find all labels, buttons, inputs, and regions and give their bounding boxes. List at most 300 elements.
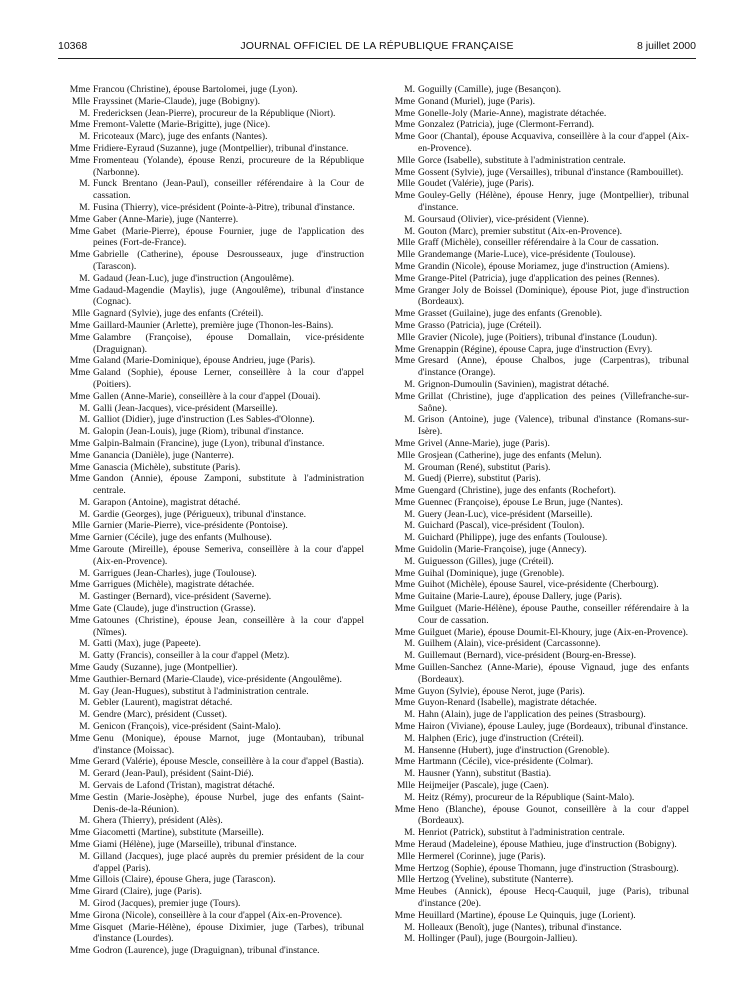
entry-text: Genu (Monique), épouse Marnot, juge (Montauban), tribunal d'instance (Moissac). [93,732,364,756]
list-item [383,603,689,627]
entry-text: Gardie (Georges), juge (Périgueux), tribunal d'instance. [93,508,307,520]
honorific: Mme [69,355,90,367]
entry-text: Goor (Chantal), épouse Acquaviva, conseillère à la cour d'appel (Aix-en-Provence). [418,131,689,154]
list-item [383,627,689,639]
honorific: Mme [394,272,415,284]
list-item [58,780,364,792]
list-item [383,285,689,309]
list-item [383,273,689,285]
entry-text: Gay (Jean-Hugues), substitut à l'administration centrale. [93,685,309,697]
list-item [383,261,689,273]
entry-text: Guennec (Françoise), épouse Le Brun, juge (Nantes). [418,496,623,508]
list-item [383,414,689,438]
list-item [58,178,364,202]
entry-text: Gadaud (Jean-Luc), juge d'instruction (Angoulême). [93,272,295,284]
honorific: M. [404,921,415,933]
entry-text: Guihal (Dominique), juge (Grenoble). [418,567,565,579]
entry-text: Fridiere-Eyraud (Suzanne), juge (Montpellier), tribunal d'instance. [93,142,349,154]
entry-text: Grange-Pitel (Patricia), juge d'application des peines (Rennes). [418,272,660,284]
honorific: M. [79,721,90,733]
honorific: Mme [394,166,415,178]
entry-text: Gerard (Valérie), épouse Mescle, conseillère à la cour d'appel (Bastia). [93,756,364,768]
list-item [58,391,364,403]
honorific: Mlle [71,308,90,320]
honorific: M. [404,508,415,520]
honorific: M. [404,638,415,650]
list-item [383,556,689,568]
entry-text: Guillemaut (Bernard), vice-président (Bourg-en-Bresse). [418,650,637,662]
list-item [58,733,364,757]
honorific: Mme [394,839,415,850]
honorific: M. [79,426,90,438]
entry-text: Grivel (Anne-Marie), juge (Paris). [418,437,550,449]
entry-text: Gillois (Claire), épouse Ghera, juge (Tarascon). [93,874,276,886]
list-item [58,143,364,155]
list-item [58,638,364,650]
entry-text: Goguilly (Camille), juge (Besançon). [418,84,562,95]
list-item [58,544,364,568]
honorific: Mme [394,685,415,697]
list-item [383,780,689,792]
list-item [383,839,689,851]
list-item [58,768,364,780]
honorific: Mme [69,331,90,343]
entry-text: Henriot (Patrick), substitut à l'administration centrale. [418,827,625,839]
entry-text: Heraud (Madeleine), épouse Mathieu, juge d'instruction (Bobigny). [418,839,677,850]
list-item [383,178,689,190]
entry-text: Fremont-Valette (Marie-Brigitte), juge (Nice). [93,119,271,131]
list-item [383,214,689,226]
list-item [383,874,689,886]
list-item [58,839,364,851]
entry-text: Guihot (Michèle), épouse Saurel, vice-présidente (Cherbourg). [418,579,659,591]
entry-text: Gaudy (Suzanne), juge (Montpellier). [93,662,238,674]
honorific: Mme [394,662,415,674]
entry-text: Giacometti (Martine), substitute (Marseille). [93,827,264,839]
list-item [383,697,689,709]
honorific: Mlle [396,331,415,343]
list-item [58,662,364,674]
entry-text: Galand (Sophie), épouse Lerner, conseillère à la cour d'appel (Poitiers). [93,367,364,390]
list-item [58,591,364,603]
entry-text: Guyon-Renard (Isabelle), magistrate détachée. [418,697,597,709]
left-column [58,84,364,957]
list-item [383,119,689,131]
honorific: M. [79,897,90,909]
entry-text: Giami (Hélène), juge (Marseille), tribunal d'instance. [93,839,297,850]
honorific: Mlle [396,178,415,190]
entry-text: Gorce (Isabelle), substitute à l'administration centrale. [418,154,626,166]
honorific: Mme [394,119,415,131]
list-item [58,874,364,886]
honorific: M. [404,520,415,532]
honorific: Mme [69,213,90,225]
list-item [383,745,689,757]
entry-text: Gauthier-Bernard (Marie-Claude), vice-présidente (Angoulême). [93,673,342,685]
entry-text: Guillen-Sanchez (Anne-Marie), épouse Vignaud, juge des enfants (Bordeaux). [418,662,689,685]
list-item [383,379,689,391]
honorific: Mme [69,791,90,803]
entry-text: Galliot (Didier), juge d'instruction (Les Sables-d'Olonne). [93,414,315,426]
entry-text: Grasset (Guilaine), juge des enfants (Grenoble). [418,308,603,320]
honorific: M. [404,709,415,721]
honorific: Mme [394,284,415,296]
entry-text: Gravier (Nicole), juge (Poitiers), tribunal d'instance (Loudun). [418,331,658,343]
entry-text: Gendre (Marc), président (Cusset). [93,709,227,721]
list-item [58,827,364,839]
entry-text: Gastinger (Bernard), vice-président (Saverne). [93,591,272,603]
list-item [383,851,689,863]
list-item [58,650,364,662]
honorific: Mme [394,390,415,402]
list-item [383,756,689,768]
honorific: Mme [394,437,415,449]
honorific: M. [404,225,415,237]
list-item [58,285,364,309]
honorific: M. [404,555,415,567]
entry-text: Grandin (Nicole), épouse Moriamez, juge d'instruction (Amiens). [418,260,670,272]
entry-text: Garrigues (Michèle), magistrate détachée. [93,579,255,591]
entry-text: Guilguet (Marie-Hélène), épouse Pauthe, conseiller référendaire à la Cour de cassation. [418,603,689,626]
honorific: M. [404,827,415,839]
honorific: Mlle [396,850,415,862]
list-item [58,403,364,415]
entry-text: Guery (Jean-Luc), vice-président (Marseille). [418,508,593,520]
list-item [58,414,364,426]
list-item [58,426,364,438]
entry-text: Garnier (Marie-Pierre), vice-présidente (Pontoise). [93,520,288,532]
entry-text: Gadaud-Magendie (Maylis), juge (Angoulême), tribunal d'instance (Cognac). [93,284,364,308]
entry-text: Gestin (Marie-Josèphe), épouse Nurbel, juge des enfants (Saint-Denis-de-la-Réunion). [93,791,364,815]
entry-text: Gouton (Marc), premier substitut (Aix-en-Provence). [418,225,623,237]
honorific: Mme [69,756,90,768]
honorific: Mme [69,437,90,449]
honorific: Mme [394,308,415,320]
list-item [383,391,689,415]
entry-text: Heuillard (Martine), épouse Le Quinquis, juge (Lorient). [418,909,636,921]
entry-text: Hertzog (Sophie), épouse Thomann, juge d'instruction (Strasbourg). [418,862,679,874]
list-item [383,933,689,945]
entry-text: Fromenteau (Yolande), épouse Renzi, procureure de la République (Narbonne). [93,154,364,178]
list-item [58,945,364,957]
entry-text: Garrigues (Jean-Charles), juge (Toulouse). [93,567,257,579]
honorific: M. [404,378,415,390]
entry-text: Gilland (Jacques), juge placé auprès du premier président de la cour d'appel (Paris). [93,850,364,874]
honorific: M. [79,815,90,827]
honorific: Mme [394,909,415,921]
list-item [383,308,689,320]
honorific: Mlle [71,520,90,532]
page-header [58,40,696,54]
list-item [58,568,364,580]
honorific: M. [79,650,90,662]
list-item [58,697,364,709]
honorific: Mme [69,839,90,850]
honorific: M. [404,768,415,780]
entry-text: Hahn (Alain), juge de l'application des peines (Strasbourg). [418,709,646,721]
list-item [383,249,689,261]
list-item [58,332,364,356]
list-item [383,485,689,497]
honorific: Mme [394,355,415,367]
list-item [58,320,364,332]
honorific: Mme [394,886,415,898]
publication-date: 8 juillet 2000 [637,40,696,52]
honorific: Mme [69,614,90,626]
honorific: M. [79,107,90,119]
list-item [383,320,689,332]
entry-text: Gonand (Muriel), juge (Paris). [418,95,535,107]
entry-text: Gaber (Anne-Marie), juge (Nanterre). [93,213,239,225]
entry-text: Galopin (Jean-Louis), juge (Riom), tribunal d'instance. [93,426,304,438]
list-item [383,792,689,804]
honorific: Mme [69,84,90,95]
honorific: Mme [69,461,90,473]
list-item [383,922,689,934]
honorific: Mme [69,367,90,379]
list-item [58,686,364,698]
honorific: Mme [69,284,90,296]
entry-text: Gagnard (Sylvie), juge des enfants (Créteil). [93,308,264,320]
list-item [383,462,689,474]
entry-text: Hermerel (Corinne), juge (Paris). [418,850,546,862]
entry-text: Ghera (Thierry), président (Alès). [93,815,223,827]
entry-text: Gaillard-Maunier (Arlette), première juge (Thonon-les-Bains). [93,319,334,331]
honorific: Mme [394,343,415,355]
honorific: Mme [394,803,415,815]
entry-text: Gatounes (Christine), épouse Jean, conseillère à la cour d'appel (Nîmes). [93,614,364,638]
list-item [58,473,364,497]
list-item [383,497,689,509]
entry-text: Gabrielle (Catherine), épouse Desrousseaux, juge d'instruction (Tarascon). [93,249,364,272]
honorific: M. [79,496,90,508]
honorific: Mme [69,390,90,402]
list-item [383,237,689,249]
list-item [58,756,364,768]
honorific: M. [79,414,90,426]
honorific: M. [79,850,90,862]
entry-text: Gallen (Anne-Marie), conseillère à la cour d'appel (Douai). [93,390,321,402]
entry-text: Goudet (Valérie), juge (Paris). [418,178,534,190]
entry-text: Ganancia (Danièle), juge (Nanterre). [93,449,234,461]
entry-text: Gandon (Annie), épouse Zamponi, substitute à l'administration centrale. [93,473,364,497]
honorific: M. [79,272,90,284]
list-item [383,863,689,875]
honorific: M. [79,709,90,721]
list-item [58,226,364,250]
list-item [58,308,364,320]
honorific: Mme [69,909,90,921]
honorific: Mme [394,756,415,768]
list-item [383,591,689,603]
honorific: M. [79,201,90,213]
list-item [58,96,364,108]
honorific: Mme [69,732,90,744]
honorific: Mlle [396,874,415,886]
honorific: Mme [69,874,90,886]
entry-text: Galli (Jean-Jacques), vice-président (Marseille). [93,402,278,414]
entry-text: Gebler (Laurent), magistrat détaché. [93,697,233,709]
list-item [383,332,689,344]
entry-text: Goursaud (Olivier), vice-président (Vienne). [418,213,589,225]
list-item [383,509,689,521]
honorific: M. [79,402,90,414]
honorific: Mme [69,921,90,933]
list-item [58,355,364,367]
entry-text: Gresard (Anne), épouse Chalbos, juge (Carpentras), tribunal d'instance (Orange). [418,355,689,379]
honorific: M. [79,178,90,190]
entry-text: Godron (Laurence), juge (Draguignan), tribunal d'instance. [93,945,320,957]
entry-text: Hartmann (Cécile), vice-présidente (Colmar). [418,756,594,768]
honorific: Mme [394,485,415,497]
entry-text: Heubes (Annick), épouse Hecq-Cauquil, juge (Paris), tribunal d'instance (20e). [418,886,689,909]
honorific: Mme [69,662,90,674]
honorific: Mlle [396,249,415,261]
list-item [383,568,689,580]
entry-text: Garnier (Cécile), juge des enfants (Mulhouse). [93,532,272,544]
list-item [383,721,689,733]
entry-text: Grandemange (Marie-Luce), vice-présidente (Toulouse). [418,249,636,261]
entry-text: Heijmeijer (Pascale), juge (Caen). [418,780,549,792]
entry-text: Guyon (Sylvie), épouse Nerot, juge (Paris). [418,685,585,697]
entry-text: Galambre (Françoise), épouse Domallain, vice-présidente (Draguignan). [93,331,364,355]
honorific: Mme [69,603,90,615]
entry-text: Grillat (Christine), juge d'application des peines (Villefranche-sur-Saône). [418,390,689,414]
entry-text: Francou (Christine), épouse Bartolomei, juge (Lyon). [93,84,298,95]
honorific: Mme [394,626,415,638]
list-item [58,462,364,474]
list-item [383,662,689,686]
entry-text: Guilhem (Alain), vice-président (Carcassonne). [418,638,601,650]
entry-text: Gouley-Gelly (Hélène), épouse Henry, juge (Montpellier), tribunal d'instance. [418,190,689,213]
honorific: Mme [394,721,415,733]
entry-text: Gossent (Sylvie), juge (Versailles), tribunal d'instance (Rambouillet). [418,166,684,178]
entry-text: Fredericksen (Jean-Pierre), procureur de la République (Niort). [93,107,336,119]
honorific: Mme [69,319,90,331]
entry-text: Fusina (Thierry), vice-président (Pointe-à-Pitre), tribunal d'instance. [93,201,355,213]
honorific: Mme [394,131,415,143]
entry-text: Guiguesson (Gilles), juge (Créteil). [418,555,554,567]
list-item [58,273,364,285]
honorific: Mme [394,319,415,331]
entry-text: Gabet (Marie-Pierre), épouse Fournier, juge de l'application des peines (Fort-de-France). [93,225,364,249]
right-column [383,84,689,945]
list-item [58,898,364,910]
honorific: Mlle [396,154,415,166]
entry-text: Guitaine (Marie-Laure), épouse Dallery, juge (Paris). [418,591,622,603]
entry-text: Hansenne (Hubert), juge d'instruction (Grenoble). [418,744,610,756]
entry-text: Gatti (Max), juge (Papeete). [93,638,201,650]
honorific: Mme [69,449,90,461]
entry-text: Frayssinet (Marie-Claude), juge (Bobigny). [93,95,261,107]
honorific: M. [404,732,415,744]
honorific: Mlle [396,780,415,792]
honorific: Mme [394,603,415,615]
honorific: Mme [394,190,415,202]
honorific: Mme [394,697,415,709]
entry-text: Gatty (Francis), conseiller à la cour d'appel (Metz). [93,650,290,662]
entry-text: Grosjean (Catherine), juge des enfants (Melun). [418,449,602,461]
entry-text: Guichard (Philippe), juge des enfants (Toulouse). [418,532,608,544]
list-item [383,544,689,556]
honorific: Mme [69,225,90,237]
entry-text: Heitz (Rémy), procureur de la République (Saint-Malo). [418,791,635,803]
list-item [58,792,364,816]
entry-text: Galpin-Balmain (Francine), juge (Lyon), tribunal d'instance. [93,437,325,449]
entry-text: Gonzalez (Patricia), juge (Clermont-Ferrand). [418,119,595,131]
entry-text: Heno (Blanche), épouse Gounot, conseillère à la cour d'appel (Bordeaux). [418,803,689,827]
entry-text: Guidolin (Marie-Françoise), juge (Annecy). [418,544,587,556]
honorific: M. [79,591,90,603]
entry-text: Gisquet (Marie-Hélène), épouse Diximier, juge (Tarbes), tribunal d'instance (Lourdes). [93,921,364,945]
honorific: M. [79,685,90,697]
honorific: M. [404,473,415,485]
list-item [58,603,364,615]
entry-text: Galand (Marie-Dominique), épouse Andrieu, juge (Paris). [93,355,316,367]
entry-text: Hairon (Viviane), épouse Lauley, juge (Bordeaux), tribunal d'instance. [418,721,688,733]
list-item [58,131,364,143]
honorific: Mme [69,579,90,591]
header-rule [58,58,696,59]
entry-text: Funck Brentano (Jean-Paul), conseiller référendaire à la Cour de cassation. [93,178,364,202]
honorific: M. [79,508,90,520]
honorific: Mme [69,673,90,685]
entry-text: Gerard (Jean-Paul), président (Saint-Dié). [93,768,254,780]
entry-text: Grenappin (Régine), épouse Capra, juge d'instruction (Evry). [418,343,653,355]
list-item [58,674,364,686]
list-item [383,450,689,462]
honorific: M. [404,414,415,426]
entry-text: Graff (Michèle), conseiller référendaire à la Cour de cassation. [418,237,659,249]
list-item [58,84,364,96]
honorific: Mlle [71,95,90,107]
list-item [383,532,689,544]
list-item [383,886,689,910]
list-item [383,804,689,828]
list-item [383,344,689,356]
list-item [58,721,364,733]
entry-text: Garoute (Mireille), épouse Semeriva, conseillère à la cour d'appel (Aix-en-Provence). [93,544,364,567]
list-item [58,579,364,591]
honorific: M. [404,650,415,662]
list-item [383,638,689,650]
list-item [58,367,364,391]
honorific: Mme [69,142,90,154]
honorific: Mlle [396,449,415,461]
entry-text: Gate (Claude), juge d'instruction (Grasse). [93,603,256,615]
list-item [383,650,689,662]
honorific: M. [79,638,90,650]
list-item [58,214,364,226]
list-item [383,733,689,745]
entry-text: Holleaux (Benoît), juge (Nantes), tribunal d'instance. [418,921,622,933]
honorific: M. [404,213,415,225]
honorific: Mme [69,886,90,898]
honorific: Mme [69,945,90,957]
honorific: M. [79,567,90,579]
list-item [58,851,364,875]
honorific: Mme [69,154,90,166]
list-item [58,438,364,450]
list-item [58,450,364,462]
list-item [383,473,689,485]
list-item [58,497,364,509]
honorific: Mme [394,862,415,874]
list-item [58,119,364,131]
entry-text: Guichard (Pascal), vice-président (Toulon). [418,520,585,532]
honorific: Mme [394,579,415,591]
entry-text: Ganascia (Michèle), substitute (Paris). [93,461,241,473]
